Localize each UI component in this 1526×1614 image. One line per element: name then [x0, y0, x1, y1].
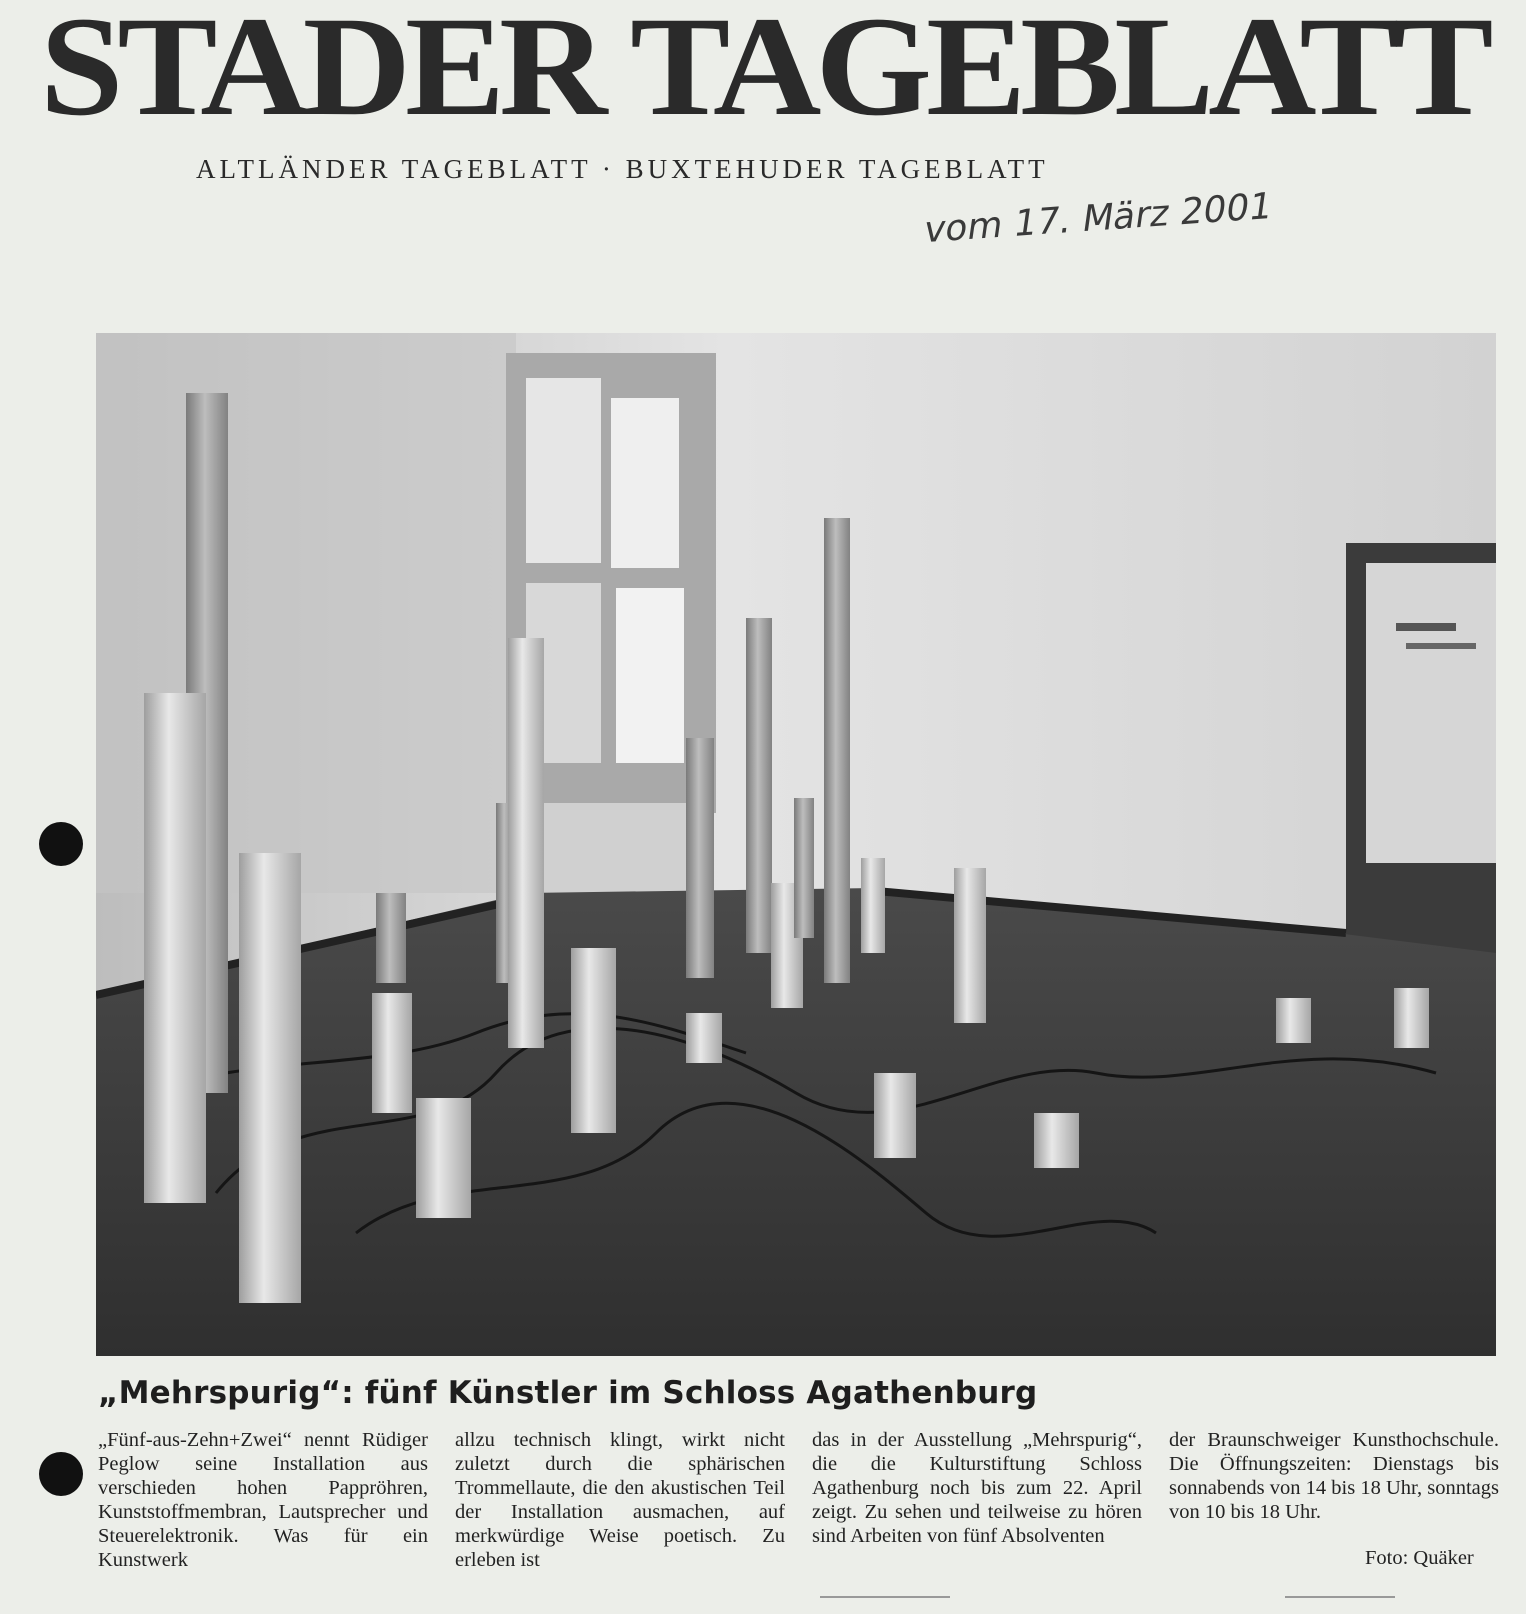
- punch-hole-top: [39, 822, 83, 866]
- masthead-subtitle: ALTLÄNDER TAGEBLATT · BUXTEHUDER TAGEBLATT: [196, 154, 1049, 184]
- article-column-2: allzu technisch klingt, wirkt nicht zuletzt durch die sphärischen Trommellaute, die den akustischen Teil der Installation ausmachen, auf merkwürdige Weise poetisch. Zu erleben ist: [455, 1429, 785, 1571]
- photo-credit: Foto: Quäker: [1365, 1547, 1474, 1569]
- handwritten-date: vom 17. März 2001: [921, 185, 1275, 252]
- bottom-rule-right: [1285, 1596, 1395, 1598]
- article-column-3: das in der Ausstellung „Mehrspurig“, die die Kulturstiftung Schloss Agathenburg noch bis zum 22. April zeigt. Zu sehen und teilweise zu hören sind Arbeiten von fünf Absolventen: [812, 1429, 1142, 1547]
- installation-photo: [96, 333, 1496, 1356]
- punch-hole-bottom: [39, 1452, 83, 1496]
- photo-icon: [96, 333, 1496, 1356]
- article-headline: „Mehrspurig“: fünf Künstler im Schloss Agathenburg: [98, 1375, 1038, 1411]
- masthead-title: STADER TAGEBLATT: [40, 0, 1488, 146]
- article-column-4: der Braunschweiger Kunsthochschule. Die Öffnungszeiten: Dienstags bis sonnabends von 14 bis 18 Uhr, sonntags von 10 bis 18 Uhr.: [1169, 1429, 1500, 1523]
- article-column-1: „Fünf-aus-Zehn+Zwei“ nennt Rüdiger Peglow seine Installation aus verschieden hohen Pappröhren, Kunststoffmembran, Lautsprecher und Steuerelektronik. Was für ein Kunstwerk: [98, 1429, 428, 1571]
- bottom-rule-left: [820, 1596, 950, 1598]
